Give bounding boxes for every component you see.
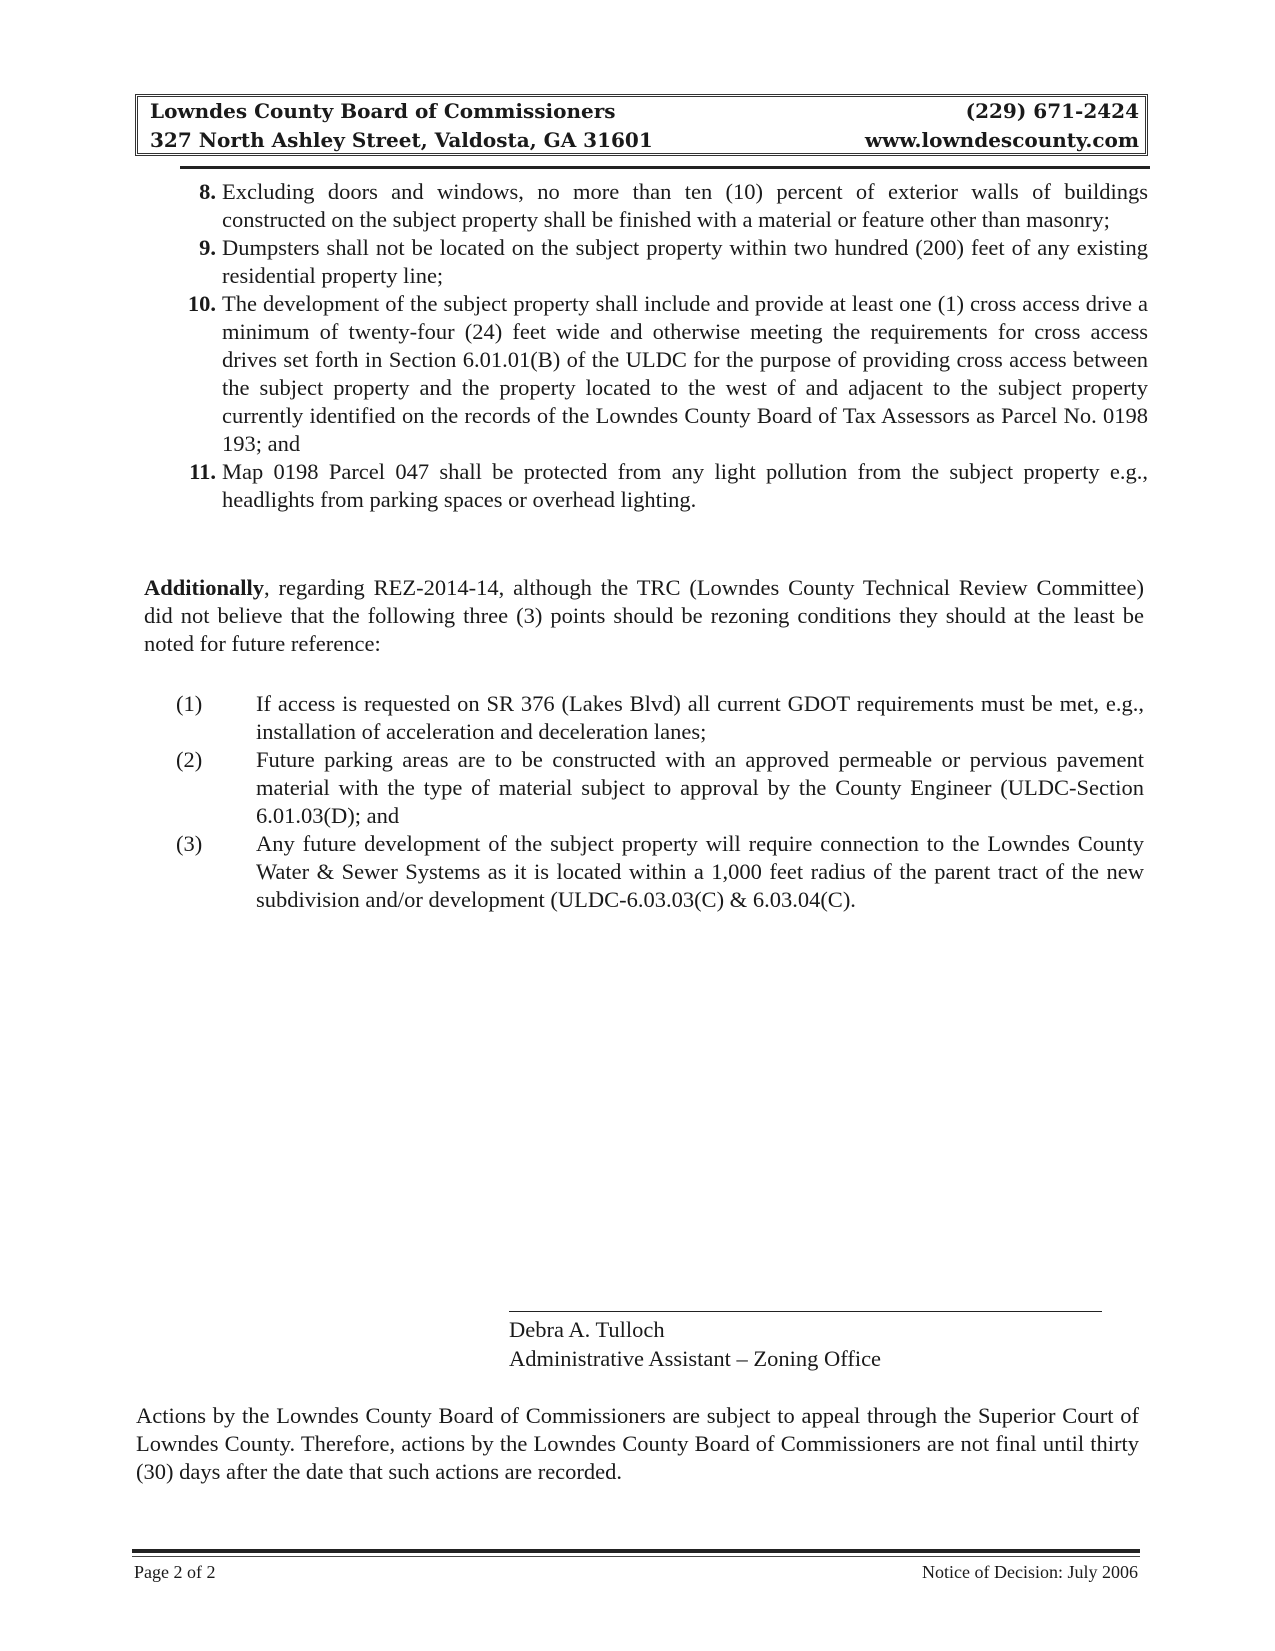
phone: (229) 671-2424 [965, 99, 1139, 123]
signer-name: Debra A. Tulloch [509, 1317, 665, 1342]
footer-rule [132, 1549, 1140, 1553]
condition-item: 10. The development of the subject property shall include and provide at least one (1) cross access drive a minimum of twenty-four (24) feet wide and otherwise meeting the requirements for cross access drives set forth in Section 6.01.01(B) of the ULDC for the purpose of providing cross access between the subject property and the property located to the west of and adjacent to the subject property currently identified on the records of the Lowndes County Board of Tax Assessors as Parcel No. 0198 193; and [187, 291, 1148, 456]
condition-item: 11. Map 0198 Parcel 047 shall be protected from any light pollution from the subject property e.g., headlights from parking spaces or overhead lighting. [189, 459, 1148, 512]
signature-line [509, 1311, 1102, 1312]
letterhead [135, 94, 1148, 156]
note-item: (2) Future parking areas are to be constructed with an approved permeable or pervious pavement material with the type of material subject to approval by the County Engineer (ULDC-Section 6.01.03(D); and [176, 747, 1144, 828]
signer-title: Administrative Assistant – Zoning Office [509, 1346, 882, 1371]
notes-list [176, 690, 1144, 914]
header-rule [180, 166, 1150, 169]
address: 327 North Ashley Street, Valdosta, GA 31601 [150, 128, 653, 152]
appeal-paragraph: Actions by the Lowndes County Board of Commissioners are subject to appeal through the Superior Court of Lowndes County. Therefore, actions by the Lowndes County Board of Commissioners are not final until thirty (30) days after the date that such actions are recorded. [136, 1403, 1139, 1484]
condition-item: 8. Excluding doors and windows, no more than ten (10) percent of exterior walls of buildings constructed on the subject property shall be finished with a material or feature other than masonry; [199, 179, 1148, 232]
footer [134, 1562, 1138, 1583]
website: www.lowndescounty.com [864, 128, 1139, 152]
conditions-list [176, 178, 1148, 514]
additional-paragraph: Additionally, regarding REZ-2014-14, although the TRC (Lowndes County Technical Review Committee) did not believe that the following three (3) points should be rezoning conditions they should at the least be noted for future reference: [144, 575, 1144, 656]
notice-date: Notice of Decision: July 2006 [922, 1562, 1138, 1582]
footer-rule-thin [132, 1556, 1140, 1557]
condition-item: 9. Dumpsters shall not be located on the subject property within two hundred (200) feet of any existing residential property line; [199, 235, 1148, 288]
note-item: (3) Any future development of the subject property will require connection to the Lowndes County Water & Sewer Systems as it is located within a 1,000 feet radius of the parent tract of the new subdivision and/or development (ULDC-6.03.03(C) & 6.03.04(C). [176, 831, 1144, 912]
signature-block [509, 1315, 881, 1373]
org-name: Lowndes County Board of Commissioners [150, 99, 616, 123]
page-number: Page 2 of 2 [134, 1562, 216, 1582]
note-item: (1) If access is requested on SR 376 (Lakes Blvd) all current GDOT requirements must be met, e.g., installation of acceleration and deceleration lanes; [176, 691, 1144, 744]
